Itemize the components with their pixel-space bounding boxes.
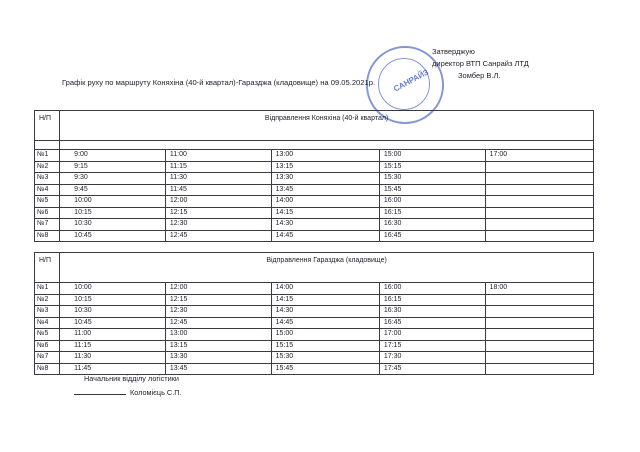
departure-time-cell: 12:00 (165, 283, 271, 295)
approval-line-2: директор ВТП Санрайз ЛТД (432, 59, 529, 68)
departure-time-cell: 13:30 (271, 173, 379, 185)
table-header-row (35, 253, 594, 283)
approval-block (432, 46, 529, 82)
departure-time-cell: 11:30 (165, 173, 271, 185)
document-title: Графік руху по маршруту Коняхіна (40-й квартал)-Гаразджа (кладовище) на 09.05.2021р. (62, 78, 376, 87)
table-row (35, 294, 594, 306)
approval-line-3: Зомбер В.Л. (458, 71, 501, 80)
departure-time-cell: 11:00 (165, 150, 271, 162)
bus-number-cell: №6 (35, 340, 60, 352)
table1-body (35, 150, 594, 242)
departure-time-cell: 13:15 (165, 340, 271, 352)
departure-time-cell: 12:45 (165, 317, 271, 329)
departure-time-cell: 13:30 (165, 352, 271, 364)
departure-time-cell: 15:30 (379, 173, 485, 185)
bus-number-cell: №3 (35, 173, 60, 185)
departure-time-cell: 14:00 (271, 283, 379, 295)
departure-time-cell: 9:30 (60, 173, 166, 185)
bus-number-cell: №4 (35, 184, 60, 196)
departure-time-cell: 9:15 (60, 161, 166, 173)
table-row (35, 317, 594, 329)
table-row (35, 363, 594, 375)
table-row (35, 184, 594, 196)
table-row (35, 219, 594, 231)
num-header: Н/П (35, 253, 60, 283)
departure-time-cell: 10:15 (60, 207, 166, 219)
departure-time-cell (485, 329, 593, 341)
table-row (35, 283, 594, 295)
departure-time-cell: 13:45 (271, 184, 379, 196)
departure-time-cell (485, 352, 593, 364)
departure-time-cell: 12:15 (165, 207, 271, 219)
departure-time-cell: 16:00 (379, 196, 485, 208)
departure-header: Відправлення Коняхіна (40-й квартал) (60, 111, 594, 141)
departure-time-cell (485, 196, 593, 208)
departure-time-cell: 14:30 (271, 219, 379, 231)
schedule-table-konyakhina (34, 110, 594, 242)
table-header-row (35, 111, 594, 141)
table-row (35, 340, 594, 352)
departure-time-cell (485, 317, 593, 329)
departure-time-cell: 11:15 (60, 340, 166, 352)
departure-time-cell: 12:30 (165, 306, 271, 318)
bus-number-cell: №5 (35, 329, 60, 341)
departure-time-cell: 12:45 (165, 230, 271, 242)
bus-number-cell: №5 (35, 196, 60, 208)
schedule-table-garazdzha (34, 252, 594, 375)
bus-number-cell: №4 (35, 317, 60, 329)
departure-time-cell: 15:15 (379, 161, 485, 173)
bus-number-cell: №3 (35, 306, 60, 318)
departure-time-cell (485, 184, 593, 196)
departure-time-cell: 18:00 (485, 283, 593, 295)
departure-time-cell: 15:30 (271, 352, 379, 364)
departure-time-cell: 17:00 (485, 150, 593, 162)
departure-time-cell (485, 230, 593, 242)
departure-time-cell: 15:45 (379, 184, 485, 196)
departure-time-cell (485, 363, 593, 375)
departure-time-cell: 16:15 (379, 207, 485, 219)
table-row (35, 173, 594, 185)
departure-time-cell: 14:15 (271, 294, 379, 306)
bus-number-cell: №7 (35, 219, 60, 231)
departure-time-cell (485, 161, 593, 173)
seal-text: САНРАЙЗ (392, 67, 431, 94)
departure-time-cell (485, 340, 593, 352)
departure-time-cell: 17:30 (379, 352, 485, 364)
table2-body (35, 283, 594, 375)
departure-time-cell: 16:15 (379, 294, 485, 306)
departure-time-cell: 11:30 (60, 352, 166, 364)
spacer-row (35, 141, 594, 150)
departure-time-cell: 10:00 (60, 283, 166, 295)
departure-time-cell: 9:00 (60, 150, 166, 162)
departure-time-cell: 15:15 (271, 340, 379, 352)
departure-time-cell: 17:00 (379, 329, 485, 341)
departure-time-cell: 13:45 (165, 363, 271, 375)
departure-time-cell: 10:45 (60, 317, 166, 329)
departure-time-cell: 15:45 (271, 363, 379, 375)
departure-time-cell: 12:00 (165, 196, 271, 208)
departure-time-cell (485, 306, 593, 318)
bus-number-cell: №6 (35, 207, 60, 219)
departure-time-cell: 14:00 (271, 196, 379, 208)
table-row (35, 352, 594, 364)
departure-time-cell: 15:00 (379, 150, 485, 162)
departure-time-cell: 12:15 (165, 294, 271, 306)
signature-name: Коломієць С.П. (130, 388, 182, 397)
table-row (35, 230, 594, 242)
departure-time-cell: 11:45 (165, 184, 271, 196)
departure-time-cell: 10:30 (60, 219, 166, 231)
departure-time-cell: 11:00 (60, 329, 166, 341)
departure-time-cell: 17:15 (379, 340, 485, 352)
departure-time-cell: 11:15 (165, 161, 271, 173)
departure-time-cell (485, 219, 593, 231)
departure-time-cell: 16:45 (379, 230, 485, 242)
bus-number-cell: №1 (35, 283, 60, 295)
bus-number-cell: №7 (35, 352, 60, 364)
departure-time-cell: 14:30 (271, 306, 379, 318)
table-row (35, 196, 594, 208)
departure-time-cell: 13:00 (165, 329, 271, 341)
bus-number-cell: №8 (35, 230, 60, 242)
departure-time-cell: 11:45 (60, 363, 166, 375)
departure-time-cell: 16:30 (379, 306, 485, 318)
departure-time-cell (485, 173, 593, 185)
departure-time-cell: 17:45 (379, 363, 485, 375)
departure-time-cell: 9:45 (60, 184, 166, 196)
departure-time-cell: 10:15 (60, 294, 166, 306)
departure-time-cell: 16:30 (379, 219, 485, 231)
bus-number-cell: №8 (35, 363, 60, 375)
departure-time-cell: 14:45 (271, 317, 379, 329)
table-row (35, 150, 594, 162)
bus-number-cell: №2 (35, 294, 60, 306)
table-row (35, 161, 594, 173)
table-row (35, 329, 594, 341)
departure-header: Відправлення Гаразджа (кладовище) (60, 253, 594, 283)
table-row (35, 306, 594, 318)
table-row (35, 207, 594, 219)
num-header: Н/П (35, 111, 60, 141)
departure-time-cell: 10:45 (60, 230, 166, 242)
signature-line (74, 394, 126, 395)
bus-number-cell: №1 (35, 150, 60, 162)
departure-time-cell (485, 207, 593, 219)
departure-time-cell: 13:15 (271, 161, 379, 173)
departure-time-cell (485, 294, 593, 306)
departure-time-cell: 16:45 (379, 317, 485, 329)
departure-time-cell: 12:30 (165, 219, 271, 231)
departure-time-cell: 10:00 (60, 196, 166, 208)
signature-position: Начальник відділу логістики (84, 374, 179, 383)
departure-time-cell: 14:45 (271, 230, 379, 242)
departure-time-cell: 13:00 (271, 150, 379, 162)
approval-line-1: Затверджую (432, 47, 475, 56)
departure-time-cell: 15:00 (271, 329, 379, 341)
departure-time-cell: 16:00 (379, 283, 485, 295)
departure-time-cell: 10:30 (60, 306, 166, 318)
departure-time-cell: 14:15 (271, 207, 379, 219)
bus-number-cell: №2 (35, 161, 60, 173)
